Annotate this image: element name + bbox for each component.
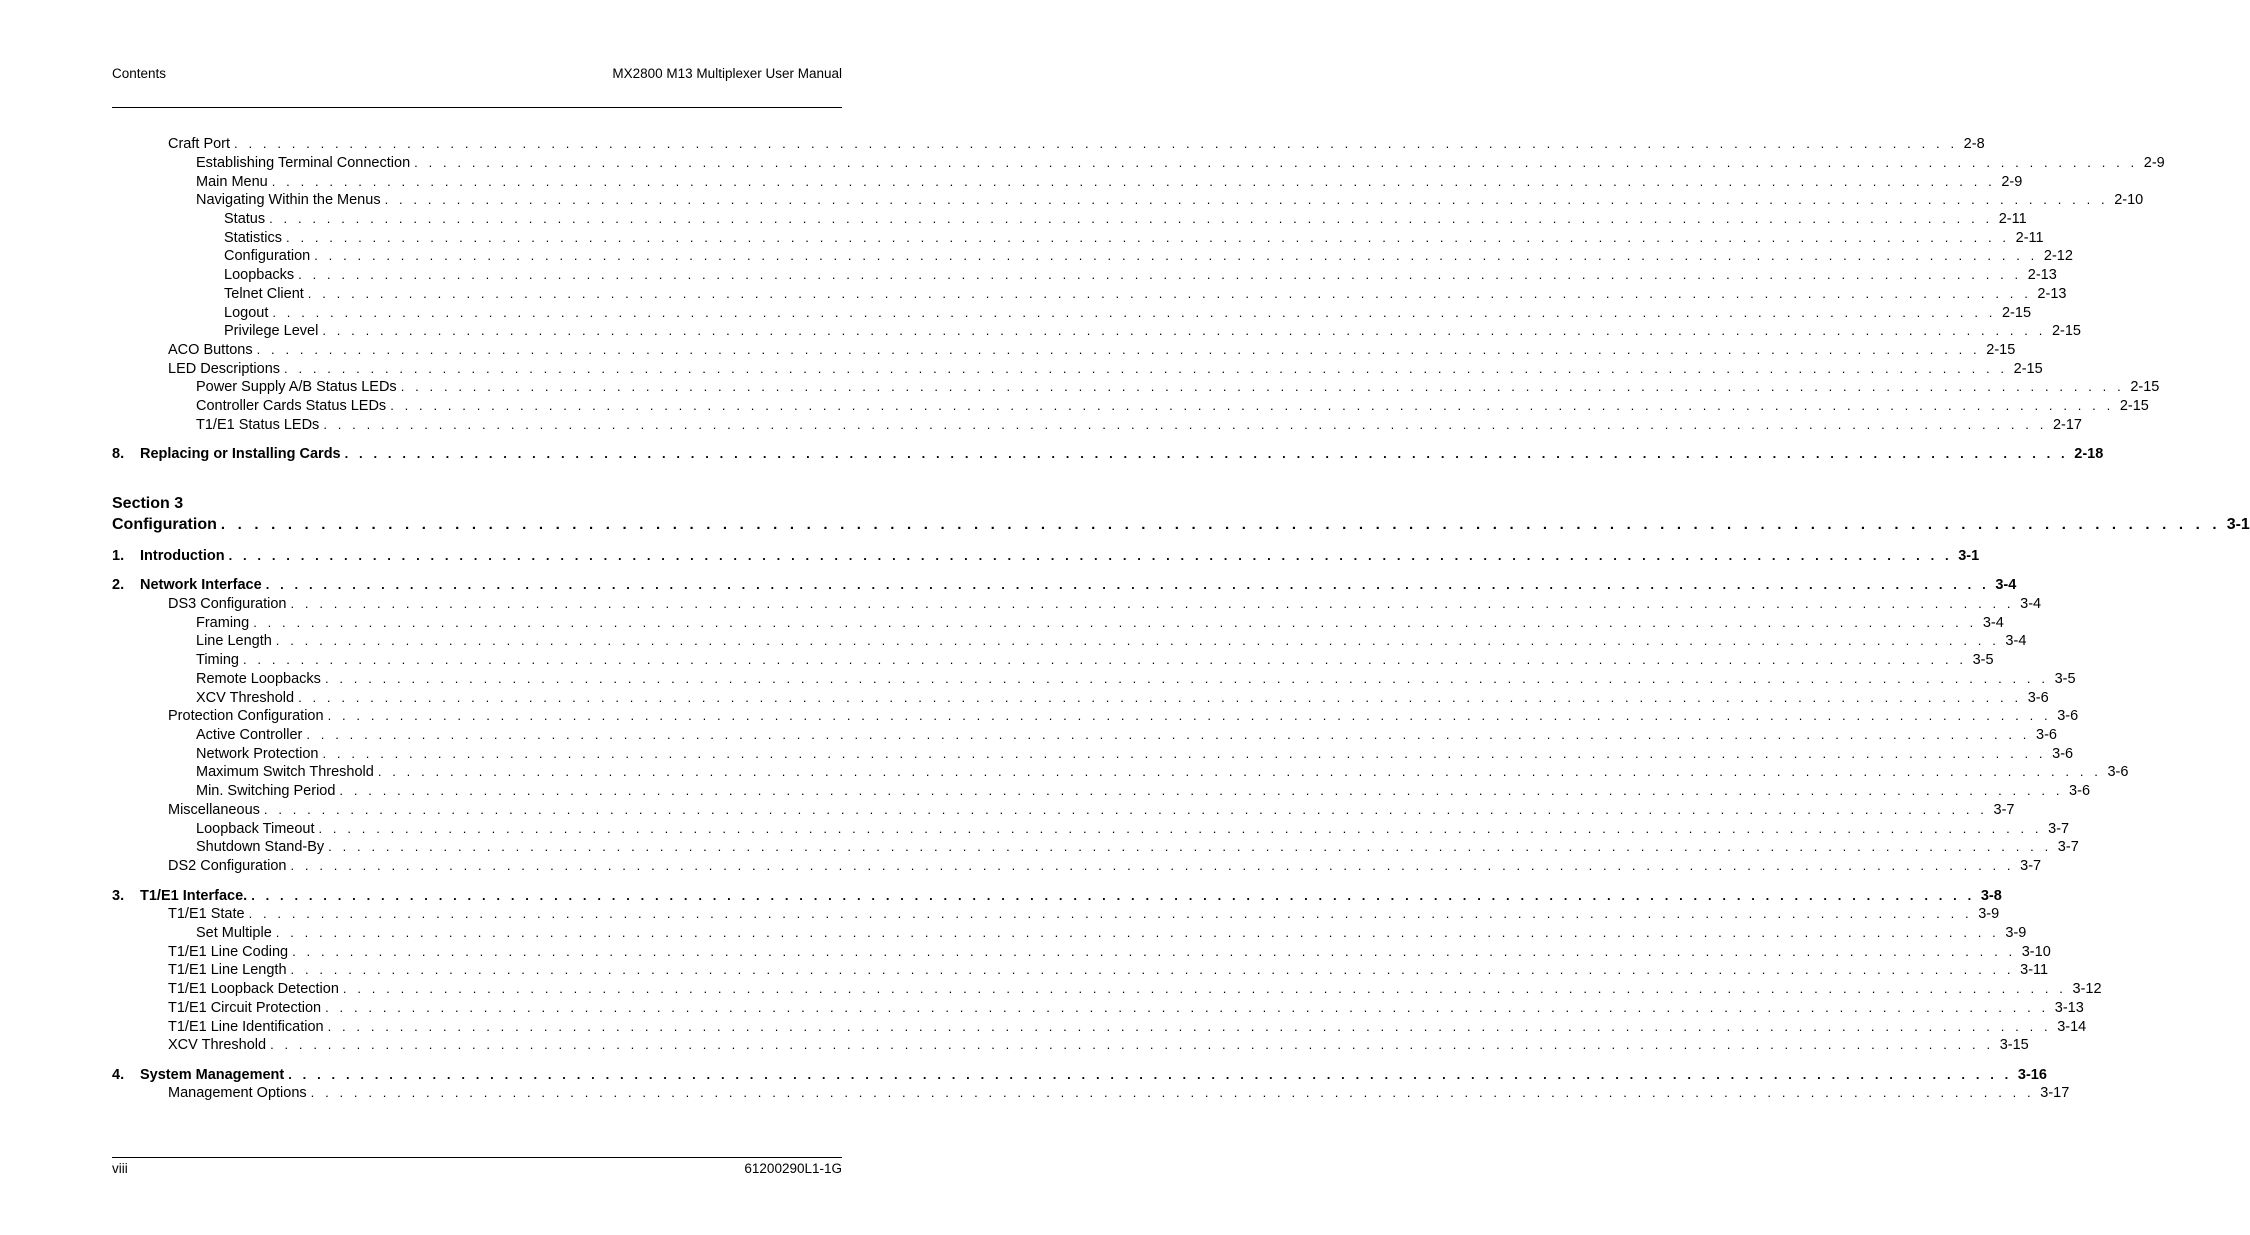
toc-entry-page: 3-10 bbox=[2021, 944, 2051, 960]
toc-entry-page: 3-1 bbox=[2226, 516, 2250, 533]
toc-entry-page: 3-4 bbox=[1995, 577, 2017, 593]
dot-leader: . . . . . . . . . . . . . . . . . . . . . . . . . . . . . . . . . . . . . . . . . . . . . . . . . . . . . . . . . . . . . . . . . . . . . . . . . . . . . . . . . . . . . . . . . . . . . . . . . . . . . . . . . . . . . . . . . . . . . . . . bbox=[284, 361, 2008, 376]
toc-entry-title: Status bbox=[224, 211, 266, 227]
section-title-entry[interactable] bbox=[112, 516, 2250, 538]
toc-entry-title: T1/E1 Circuit Protection bbox=[168, 1000, 322, 1016]
toc-entry-title: Set Multiple bbox=[196, 925, 272, 941]
toc-entry-title: Min. Switching Period bbox=[196, 783, 336, 799]
toc-entry-remote-loopbacks[interactable] bbox=[196, 671, 2076, 690]
dot-leader: . . . . . . . . . . . . . . . . . . . . . . . . . . . . . . . . . . . . . . . . . . . . . . . . . . . . . . . . . . . . . . . . . . . . . . . . . . . . . . . . . . . . . . . . . . . . . . . . . . . . . . . . . . . . . . . . . . . . . . . . bbox=[228, 548, 1953, 563]
dot-leader: . . . . . . . . . . . . . . . . . . . . . . . . . . . . . . . . . . . . . . . . . . . . . . . . . . . . . . . . . . . . . . . . . . . . . . . . . . . . . . . . . . . . . . . . . . . . . . . . . . . . . . . . . . . . . . . . . . . . . . . . bbox=[220, 516, 2221, 533]
toc-entry-page: 2-15 bbox=[2119, 398, 2149, 414]
toc-entry-active-controller[interactable] bbox=[196, 727, 2057, 746]
dot-leader: . . . . . . . . . . . . . . . . . . . . . . . . . . . . . . . . . . . . . . . . . . . . . . . . . . . . . . . . . . . . . . . . . . . . . . . . . . . . . . . . . . . . . . . . . . . . . . . . . . . . . . . . . . . . . . . . . . . . . . . . bbox=[323, 417, 2047, 432]
toc-entry-title: T1/E1 Line Coding bbox=[168, 944, 289, 960]
toc-entry-title: T1/E1 State bbox=[168, 906, 245, 922]
toc-entry-title: Line Length bbox=[196, 633, 272, 649]
toc-entry-page: 2-15 bbox=[2013, 361, 2043, 377]
toc-entry-title: Remote Loopbacks bbox=[196, 671, 321, 687]
toc-entry-t1-e1-interface[interactable] bbox=[112, 888, 2002, 907]
toc-entry-page: 3-4 bbox=[1982, 615, 2004, 631]
toc-entry-line-length[interactable] bbox=[196, 633, 2027, 652]
dot-leader: . . . . . . . . . . . . . . . . . . . . . . . . . . . . . . . . . . . . . . . . . . . . . . . . . . . . . . . . . . . . . . . . . . . . . . . . . . . . . . . . . . . . . . . . . . . . . . . . . . . . . . . . . . . . . . . . . . . . . . . . bbox=[263, 802, 1988, 817]
toc-entry-title: Loopback Timeout bbox=[196, 821, 315, 837]
toc-entry-page: 2-17 bbox=[2052, 417, 2082, 433]
dot-leader: . . . . . . . . . . . . . . . . . . . . . . . . . . . . . . . . . . . . . . . . . . . . . . . . . . . . . . . . . . . . . . . . . . . . . . . . . . . . . . . . . . . . . . . . . . . . . . . . . . . . . . . . . . . . . . . . . . . . . . . . bbox=[384, 192, 2109, 207]
dot-leader: . . . . . . . . . . . . . . . . . . . . . . . . . . . . . . . . . . . . . . . . . . . . . . . . . . . . . . . . . . . . . . . . . . . . . . . . . . . . . . . . . . . . . . . . . . . . . . . . . . . . . . . . . . . . . . . . . . . . . . . . bbox=[344, 446, 2069, 461]
dot-leader: . . . . . . . . . . . . . . . . . . . . . . . . . . . . . . . . . . . . . . . . . . . . . . . . . . . . . . . . . . . . . . . . . . . . . . . . . . . . . . . . . . . . . . . . . . . . . . . . . . . . . . . . . . . . . . . . . . . . . . . . bbox=[275, 633, 2000, 648]
toc-entry-page: 3-7 bbox=[1993, 802, 2015, 818]
dot-leader: . . . . . . . . . . . . . . . . . . . . . . . . . . . . . . . . . . . . . . . . . . . . . . . . . . . . . . . . . . . . . . . . . . . . . . . . . . . . . . . . . . . . . . . . . . . . . . . . . . . . . . . . . . . . . . . . . . . . . . . . bbox=[322, 746, 2047, 761]
toc-entry-number: 2. bbox=[112, 577, 125, 593]
toc-entry-title: Timing bbox=[196, 652, 239, 668]
toc-entry-loopbacks[interactable] bbox=[224, 267, 2057, 286]
dot-leader: . . . . . . . . . . . . . . . . . . . . . . . . . . . . . . . . . . . . . . . . . . . . . . . . . . . . . . . . . . . . . . . . . . . . . . . . . . . . . . . . . . . . . . . . . . . . . . . . . . . . . . . . . . . . . . . . . . . . . . . . bbox=[306, 727, 2030, 742]
toc-entry-page: 2-10 bbox=[2114, 192, 2144, 208]
dot-leader: . . . . . . . . . . . . . . . . . . . . . . . . . . . . . . . . . . . . . . . . . . . . . . . . . . . . . . . . . . . . . . . . . . . . . . . . . . . . . . . . . . . . . . . . . . . . . . . . . . . . . . . . . . . . . . . . . . . . . . . . bbox=[248, 906, 1973, 921]
toc-entry-title: DS2 Configuration bbox=[168, 858, 287, 874]
toc-entry-network-protection[interactable] bbox=[196, 746, 2074, 765]
dot-leader: . . . . . . . . . . . . . . . . . . . . . . . . . . . . . . . . . . . . . . . . . . . . . . . . . . . . . . . . . . . . . . . . . . . . . . . . . . . . . . . . . . . . . . . . . . . . . . . . . . . . . . . . . . . . . . . . . . . . . . . . bbox=[290, 858, 2015, 873]
toc-entry-management-options[interactable] bbox=[168, 1085, 2070, 1104]
toc-entry-title: Logout bbox=[224, 305, 269, 321]
toc-entry-craft-port[interactable] bbox=[168, 136, 1985, 155]
dot-leader: . . . . . . . . . . . . . . . . . . . . . . . . . . . . . . . . . . . . . . . . . . . . . . . . . . . . . . . . . . . . . . . . . . . . . . . . . . . . . . . . . . . . . . . . . . . . . . . . . . . . . . . . . . . . . . . . . . . . . . . . bbox=[290, 596, 2015, 611]
dot-leader: . . . . . . . . . . . . . . . . . . . . . . . . . . . . . . . . . . . . . . . . . . . . . . . . . . . . . . . . . . . . . . . . . . . . . . . . . . . . . . . . . . . . . . . . . . . . . . . . . . . . . . . . . . . . . . . . . . . . . . . . bbox=[292, 944, 2016, 959]
toc-entry-page: 3-7 bbox=[2048, 821, 2070, 837]
toc-entry-t1-e1-loopback-detection[interactable] bbox=[168, 981, 2102, 1000]
toc-entry-page: 3-9 bbox=[1978, 906, 2000, 922]
toc-entry-framing[interactable] bbox=[196, 615, 2004, 634]
section-title: Configuration bbox=[112, 516, 217, 533]
dot-leader: . . . . . . . . . . . . . . . . . . . . . . . . . . . . . . . . . . . . . . . . . . . . . . . . . . . . . . . . . . . . . . . . . . . . . . . . . . . . . . . . . . . . . . . . . . . . . . . . . . . . . . . . . . . . . . . . . . . . . . . . bbox=[298, 690, 2022, 705]
toc-entry-page: 3-16 bbox=[2017, 1067, 2047, 1083]
toc-entry-system-management[interactable] bbox=[112, 1067, 2047, 1086]
dot-leader: . . . . . . . . . . . . . . . . . . . . . . . . . . . . . . . . . . . . . . . . . . . . . . . . . . . . . . . . . . . . . . . . . . . . . . . . . . . . . . . . . . . . . . . . . . . . . . . . . . . . . . . . . . . . . . . . . . . . . . . . bbox=[253, 615, 1977, 630]
toc-entry-title: T1/E1 Status LEDs bbox=[196, 417, 320, 433]
toc-entry-page: 2-13 bbox=[2037, 286, 2067, 302]
toc-entry-t1-e1-status-leds[interactable] bbox=[196, 417, 2082, 436]
toc-entry-page: 3-1 bbox=[1958, 548, 1980, 564]
toc-entry-title: Active Controller bbox=[196, 727, 303, 743]
toc-entry-privilege-level[interactable] bbox=[224, 323, 2081, 342]
toc-entry-page: 3-15 bbox=[1999, 1037, 2029, 1053]
toc-entry-title: Maximum Switch Threshold bbox=[196, 764, 374, 780]
dot-leader: . . . . . . . . . . . . . . . . . . . . . . . . . . . . . . . . . . . . . . . . . . . . . . . . . . . . . . . . . . . . . . . . . . . . . . . . . . . . . . . . . . . . . . . . . . . . . . . . . . . . . . . . . . . . . . . . . . . . . . . . bbox=[318, 821, 2043, 836]
toc-entry-title: Navigating Within the Menus bbox=[196, 192, 381, 208]
toc-entry-page: 3-17 bbox=[2040, 1085, 2070, 1101]
toc-entry-title: T1/E1 Loopback Detection bbox=[168, 981, 339, 997]
section-label: Section 3 bbox=[112, 495, 184, 512]
toc-entry-replacing-or-installing-cards[interactable] bbox=[112, 446, 2104, 465]
dot-leader: . . . . . . . . . . . . . . . . . . . . . . . . . . . . . . . . . . . . . . . . . . . . . . . . . . . . . . . . . . . . . . . . . . . . . . . . . . . . . . . . . . . . . . . . . . . . . . . . . . . . . . . . . . . . . . . . . . . . . . . . bbox=[390, 398, 2114, 413]
toc-entry-page: 2-18 bbox=[2074, 446, 2104, 462]
toc-entry-title: Network Interface bbox=[140, 577, 262, 593]
toc-entry-title: T1/E1 Interface. bbox=[140, 888, 248, 904]
dot-leader: . . . . . . . . . . . . . . . . . . . . . . . . . . . . . . . . . . . . . . . . . . . . . . . . . . . . . . . . . . . . . . . . . . . . . . . . . . . . . . . . . . . . . . . . . . . . . . . . . . . . . . . . . . . . . . . . . . . . . . . . bbox=[327, 1019, 2052, 1034]
dot-leader: . . . . . . . . . . . . . . . . . . . . . . . . . . . . . . . . . . . . . . . . . . . . . . . . . . . . . . . . . . . . . . . . . . . . . . . . . . . . . . . . . . . . . . . . . . . . . . . . . . . . . . . . . . . . . . . . . . . . . . . . bbox=[400, 379, 2125, 394]
toc-entry-title: XCV Threshold bbox=[168, 1037, 267, 1053]
dot-leader: . . . . . . . . . . . . . . . . . . . . . . . . . . . . . . . . . . . . . . . . . . . . . . . . . . . . . . . . . . . . . . . . . . . . . . . . . . . . . . . . . . . . . . . . . . . . . . . . . . . . . . . . . . . . . . . . . . . . . . . . bbox=[324, 671, 2049, 686]
toc-entry-page: 2-15 bbox=[2001, 305, 2032, 321]
toc-entry-title: System Management bbox=[140, 1067, 285, 1083]
dot-leader: . . . . . . . . . . . . . . . . . . . . . . . . . . . . . . . . . . . . . . . . . . . . . . . . . . . . . . . . . . . . . . . . . . . . . . . . . . . . . . . . . . . . . . . . . . . . . . . . . . . . . . . . . . . . . . . . . . . . . . . . bbox=[322, 323, 2046, 338]
dot-leader: . . . . . . . . . . . . . . . . . . . . . . . . . . . . . . . . . . . . . . . . . . . . . . . . . . . . . . . . . . . . . . . . . . . . . . . . . . . . . . . . . . . . . . . . . . . . . . . . . . . . . . . . . . . . . . . . . . . . . . . . bbox=[325, 1000, 2049, 1015]
dot-leader: . . . . . . . . . . . . . . . . . . . . . . . . . . . . . . . . . . . . . . . . . . . . . . . . . . . . . . . . . . . . . . . . . . . . . . . . . . . . . . . . . . . . . . . . . . . . . . . . . . . . . . . . . . . . . . . . . . . . . . . . bbox=[234, 136, 1958, 151]
dot-leader: . . . . . . . . . . . . . . . . . . . . . . . . . . . . . . . . . . . . . . . . . . . . . . . . . . . . . . . . . . . . . . . . . . . . . . . . . . . . . . . . . . . . . . . . . . . . . . . . . . . . . . . . . . . . . . . . . . . . . . . . bbox=[342, 981, 2067, 996]
page-number: viii bbox=[112, 1161, 128, 1176]
toc-entry-page: 2-11 bbox=[2015, 230, 2044, 246]
toc-entry-page: 3-5 bbox=[2054, 671, 2076, 687]
toc-entry-page: 2-15 bbox=[1986, 342, 2016, 358]
toc-entry-page: 3-7 bbox=[2057, 839, 2079, 855]
toc-entry-page: 3-12 bbox=[2072, 981, 2102, 997]
toc-entry-controller-cards-status-leds[interactable] bbox=[196, 398, 2149, 417]
running-header-right: MX2800 M13 Multiplexer User Manual bbox=[612, 66, 842, 81]
toc-entry-power-supply-a-b-status-leds[interactable] bbox=[196, 379, 2160, 398]
toc-entry-page: 3-6 bbox=[2057, 708, 2079, 724]
toc-entry-title: Configuration bbox=[224, 248, 311, 264]
dot-leader: . . . . . . . . . . . . . . . . . . . . . . . . . . . . . . . . . . . . . . . . . . . . . . . . . . . . . . . . . . . . . . . . . . . . . . . . . . . . . . . . . . . . . . . . . . . . . . . . . . . . . . . . . . . . . . . . . . . . . . . . bbox=[251, 888, 1975, 903]
dot-leader: . . . . . . . . . . . . . . . . . . . . . . . . . . . . . . . . . . . . . . . . . . . . . . . . . . . . . . . . . . . . . . . . . . . . . . . . . . . . . . . . . . . . . . . . . . . . . . . . . . . . . . . . . . . . . . . . . . . . . . . . bbox=[270, 1037, 1994, 1052]
toc-entry-page: 3-5 bbox=[1972, 652, 1994, 668]
toc-entry-title: Framing bbox=[196, 615, 250, 631]
toc-entry-page: 3-6 bbox=[2052, 746, 2074, 762]
toc-entry-title: Loopbacks bbox=[224, 267, 295, 283]
dot-leader: . . . . . . . . . . . . . . . . . . . . . . . . . . . . . . . . . . . . . . . . . . . . . . . . . . . . . . . . . . . . . . . . . . . . . . . . . . . . . . . . . . . . . . . . . . . . . . . . . . . . . . . . . . . . . . . . . . . . . . . . bbox=[265, 577, 1990, 592]
toc-entry-number: 3. bbox=[112, 888, 125, 904]
dot-leader: . . . . . . . . . . . . . . . . . . . . . . . . . . . . . . . . . . . . . . . . . . . . . . . . . . . . . . . . . . . . . . . . . . . . . . . . . . . . . . . . . . . . . . . . . . . . . . . . . . . . . . . . . . . . . . . . . . . . . . . . bbox=[414, 155, 2138, 170]
toc-entry-logout[interactable] bbox=[224, 305, 2032, 324]
toc-entry-set-multiple[interactable] bbox=[196, 925, 2027, 944]
toc-entry-title: T1/E1 Line Identification bbox=[168, 1019, 324, 1035]
toc-entry-maximum-switch-threshold[interactable] bbox=[196, 764, 2129, 783]
dot-leader: . . . . . . . . . . . . . . . . . . . . . . . . . . . . . . . . . . . . . . . . . . . . . . . . . . . . . . . . . . . . . . . . . . . . . . . . . . . . . . . . . . . . . . . . . . . . . . . . . . . . . . . . . . . . . . . . . . . . . . . . bbox=[256, 342, 1981, 357]
toc-entry-title: Main Menu bbox=[196, 174, 268, 190]
toc-entry-page: 3-14 bbox=[2057, 1019, 2087, 1035]
toc-entry-title: Network Protection bbox=[196, 746, 319, 762]
toc-entry-page: 3-6 bbox=[2036, 727, 2057, 743]
toc-entry-status[interactable] bbox=[224, 211, 2027, 230]
toc-entry-title: T1/E1 Line Length bbox=[168, 962, 287, 978]
toc-entry-page: 2-11 bbox=[1998, 211, 2027, 227]
dot-leader: . . . . . . . . . . . . . . . . . . . . . . . . . . . . . . . . . . . . . . . . . . . . . . . . . . . . . . . . . . . . . . . . . . . . . . . . . . . . . . . . . . . . . . . . . . . . . . . . . . . . . . . . . . . . . . . . . . . . . . . . bbox=[242, 652, 1967, 667]
toc-entry-t1-e1-line-length[interactable] bbox=[168, 962, 2049, 981]
dot-leader: . . . . . . . . . . . . . . . . . . . . . . . . . . . . . . . . . . . . . . . . . . . . . . . . . . . . . . . . . . . . . . . . . . . . . . . . . . . . . . . . . . . . . . . . . . . . . . . . . . . . . . . . . . . . . . . . . . . . . . . . bbox=[286, 230, 2010, 245]
toc-entry-page: 2-12 bbox=[2043, 248, 2073, 264]
toc-entry-page: 3-11 bbox=[2020, 962, 2049, 978]
header-rule bbox=[112, 107, 842, 108]
toc-entry-title: Introduction bbox=[140, 548, 225, 564]
toc-entry-title: Statistics bbox=[224, 230, 283, 246]
toc-entry-main-menu[interactable] bbox=[196, 174, 2023, 193]
toc-entry-title: XCV Threshold bbox=[196, 690, 295, 706]
dot-leader: . . . . . . . . . . . . . . . . . . . . . . . . . . . . . . . . . . . . . . . . . . . . . . . . . . . . . . . . . . . . . . . . . . . . . . . . . . . . . . . . . . . . . . . . . . . . . . . . . . . . . . . . . . . . . . . . . . . . . . . . bbox=[377, 764, 2102, 779]
dot-leader: . . . . . . . . . . . . . . . . . . . . . . . . . . . . . . . . . . . . . . . . . . . . . . . . . . . . . . . . . . . . . . . . . . . . . . . . . . . . . . . . . . . . . . . . . . . . . . . . . . . . . . . . . . . . . . . . . . . . . . . . bbox=[298, 267, 2022, 282]
dot-leader: . . . . . . . . . . . . . . . . . . . . . . . . . . . . . . . . . . . . . . . . . . . . . . . . . . . . . . . . . . . . . . . . . . . . . . . . . . . . . . . . . . . . . . . . . . . . . . . . . . . . . . . . . . . . . . . . . . . . . . . . bbox=[339, 783, 2064, 798]
dot-leader: . . . . . . . . . . . . . . . . . . . . . . . . . . . . . . . . . . . . . . . . . . . . . . . . . . . . . . . . . . . . . . . . . . . . . . . . . . . . . . . . . . . . . . . . . . . . . . . . . . . . . . . . . . . . . . . . . . . . . . . . bbox=[307, 286, 2032, 301]
toc-entry-title: Replacing or Installing Cards bbox=[140, 446, 341, 462]
footer-rule bbox=[112, 1157, 842, 1158]
toc-entry-title: Management Options bbox=[168, 1085, 307, 1101]
toc-entry-title: DS3 Configuration bbox=[168, 596, 287, 612]
toc-entry-protection-configuration[interactable] bbox=[168, 708, 2079, 727]
toc-entry-loopback-timeout[interactable] bbox=[196, 821, 2070, 840]
toc-entry-page: 2-15 bbox=[2051, 323, 2081, 339]
toc-entry-ds2-configuration[interactable] bbox=[168, 858, 2042, 877]
toc-entry-statistics[interactable] bbox=[224, 230, 2044, 249]
dot-leader: . . . . . . . . . . . . . . . . . . . . . . . . . . . . . . . . . . . . . . . . . . . . . . . . . . . . . . . . . . . . . . . . . . . . . . . . . . . . . . . . . . . . . . . . . . . . . . . . . . . . . . . . . . . . . . . . . . . . . . . . bbox=[272, 305, 1996, 320]
toc-entry-aco-buttons[interactable] bbox=[168, 342, 2016, 361]
dot-leader: . . . . . . . . . . . . . . . . . . . . . . . . . . . . . . . . . . . . . . . . . . . . . . . . . . . . . . . . . . . . . . . . . . . . . . . . . . . . . . . . . . . . . . . . . . . . . . . . . . . . . . . . . . . . . . . . . . . . . . . . bbox=[271, 174, 1996, 189]
toc-entry-page: 2-8 bbox=[1963, 136, 1985, 152]
toc-entry-page: 3-4 bbox=[2020, 596, 2042, 612]
running-header-left: Contents bbox=[112, 66, 167, 81]
toc-entry-title: Establishing Terminal Connection bbox=[196, 155, 411, 171]
toc-entry-establishing-terminal-connection[interactable] bbox=[196, 155, 2165, 174]
toc-entry-page: 3-6 bbox=[2027, 690, 2049, 706]
toc-entry-page: 3-9 bbox=[2005, 925, 2027, 941]
toc-entry-page: 3-7 bbox=[2020, 858, 2042, 874]
toc-entry-page: 2-15 bbox=[2130, 379, 2160, 395]
dot-leader: . . . . . . . . . . . . . . . . . . . . . . . . . . . . . . . . . . . . . . . . . . . . . . . . . . . . . . . . . . . . . . . . . . . . . . . . . . . . . . . . . . . . . . . . . . . . . . . . . . . . . . . . . . . . . . . . . . . . . . . . bbox=[310, 1085, 2035, 1100]
toc-entry-title: Protection Configuration bbox=[168, 708, 324, 724]
toc-entry-page: 3-6 bbox=[2107, 764, 2129, 780]
toc-entry-navigating-within-the-menus[interactable] bbox=[196, 192, 2144, 211]
toc-entry-telnet-client[interactable] bbox=[224, 286, 2067, 305]
toc-entry-t1-e1-circuit-protection[interactable] bbox=[168, 1000, 2084, 1019]
toc-entry-page: 3-8 bbox=[1980, 888, 2002, 904]
toc-entry-page: 3-13 bbox=[2054, 1000, 2084, 1016]
toc-entry-introduction[interactable] bbox=[112, 548, 1980, 567]
toc-entry-page: 2-9 bbox=[2143, 155, 2165, 171]
toc-entry-title: ACO Buttons bbox=[168, 342, 253, 358]
toc-entry-page: 3-6 bbox=[2069, 783, 2091, 799]
toc-entry-t1-e1-line-identification[interactable] bbox=[168, 1019, 2087, 1038]
toc-entry-xcv-threshold[interactable] bbox=[168, 1037, 2029, 1056]
dot-leader: . . . . . . . . . . . . . . . . . . . . . . . . . . . . . . . . . . . . . . . . . . . . . . . . . . . . . . . . . . . . . . . . . . . . . . . . . . . . . . . . . . . . . . . . . . . . . . . . . . . . . . . . . . . . . . . . . . . . . . . . bbox=[290, 962, 2015, 977]
toc-entry-title: Power Supply A/B Status LEDs bbox=[196, 379, 397, 395]
toc-entry-title: LED Descriptions bbox=[168, 361, 281, 377]
toc-entry-shutdown-stand-by[interactable] bbox=[196, 839, 2079, 858]
toc-entry-configuration[interactable] bbox=[224, 248, 2073, 267]
toc-entry-number: 8. bbox=[112, 446, 125, 462]
toc-entry-page: 2-9 bbox=[2001, 174, 2023, 190]
toc-entry-number: 4. bbox=[112, 1067, 125, 1083]
toc-entry-t1-e1-state[interactable] bbox=[168, 906, 2000, 925]
toc-entry-page: 2-13 bbox=[2027, 267, 2057, 283]
document-number: 61200290L1-1G bbox=[744, 1161, 842, 1176]
dot-leader: . . . . . . . . . . . . . . . . . . . . . . . . . . . . . . . . . . . . . . . . . . . . . . . . . . . . . . . . . . . . . . . . . . . . . . . . . . . . . . . . . . . . . . . . . . . . . . . . . . . . . . . . . . . . . . . . . . . . . . . . bbox=[328, 839, 2052, 854]
toc-entry-led-descriptions[interactable] bbox=[168, 361, 2043, 380]
dot-leader: . . . . . . . . . . . . . . . . . . . . . . . . . . . . . . . . . . . . . . . . . . . . . . . . . . . . . . . . . . . . . . . . . . . . . . . . . . . . . . . . . . . . . . . . . . . . . . . . . . . . . . . . . . . . . . . . . . . . . . . . bbox=[275, 925, 2000, 940]
toc-entry-title: Telnet Client bbox=[224, 286, 304, 302]
dot-leader: . . . . . . . . . . . . . . . . . . . . . . . . . . . . . . . . . . . . . . . . . . . . . . . . . . . . . . . . . . . . . . . . . . . . . . . . . . . . . . . . . . . . . . . . . . . . . . . . . . . . . . . . . . . . . . . . . . . . . . . . bbox=[269, 211, 1993, 226]
toc-entry-title: Miscellaneous bbox=[168, 802, 260, 818]
dot-leader: . . . . . . . . . . . . . . . . . . . . . . . . . . . . . . . . . . . . . . . . . . . . . . . . . . . . . . . . . . . . . . . . . . . . . . . . . . . . . . . . . . . . . . . . . . . . . . . . . . . . . . . . . . . . . . . . . . . . . . . . bbox=[288, 1067, 2012, 1082]
toc-entry-miscellaneous[interactable] bbox=[168, 802, 2015, 821]
toc-entry-t1-e1-line-coding[interactable] bbox=[168, 944, 2051, 963]
toc-entry-timing[interactable] bbox=[196, 652, 1994, 671]
dot-leader: . . . . . . . . . . . . . . . . . . . . . . . . . . . . . . . . . . . . . . . . . . . . . . . . . . . . . . . . . . . . . . . . . . . . . . . . . . . . . . . . . . . . . . . . . . . . . . . . . . . . . . . . . . . . . . . . . . . . . . . . bbox=[327, 708, 2052, 723]
toc-entry-xcv-threshold[interactable] bbox=[196, 690, 2049, 709]
toc-entry-network-interface[interactable] bbox=[112, 577, 2017, 596]
toc-entry-title: Shutdown Stand-By bbox=[196, 839, 325, 855]
toc-entry-min-switching-period[interactable] bbox=[196, 783, 2091, 802]
toc-entry-ds3-configuration[interactable] bbox=[168, 596, 2042, 615]
toc-entry-number: 1. bbox=[112, 548, 125, 564]
toc-entry-page: 3-4 bbox=[2005, 633, 2027, 649]
toc-entry-title: Privilege Level bbox=[224, 323, 319, 339]
toc-entry-title: Craft Port bbox=[168, 136, 231, 152]
dot-leader: . . . . . . . . . . . . . . . . . . . . . . . . . . . . . . . . . . . . . . . . . . . . . . . . . . . . . . . . . . . . . . . . . . . . . . . . . . . . . . . . . . . . . . . . . . . . . . . . . . . . . . . . . . . . . . . . . . . . . . . . bbox=[314, 248, 2038, 263]
toc-entry-title: Controller Cards Status LEDs bbox=[196, 398, 387, 414]
